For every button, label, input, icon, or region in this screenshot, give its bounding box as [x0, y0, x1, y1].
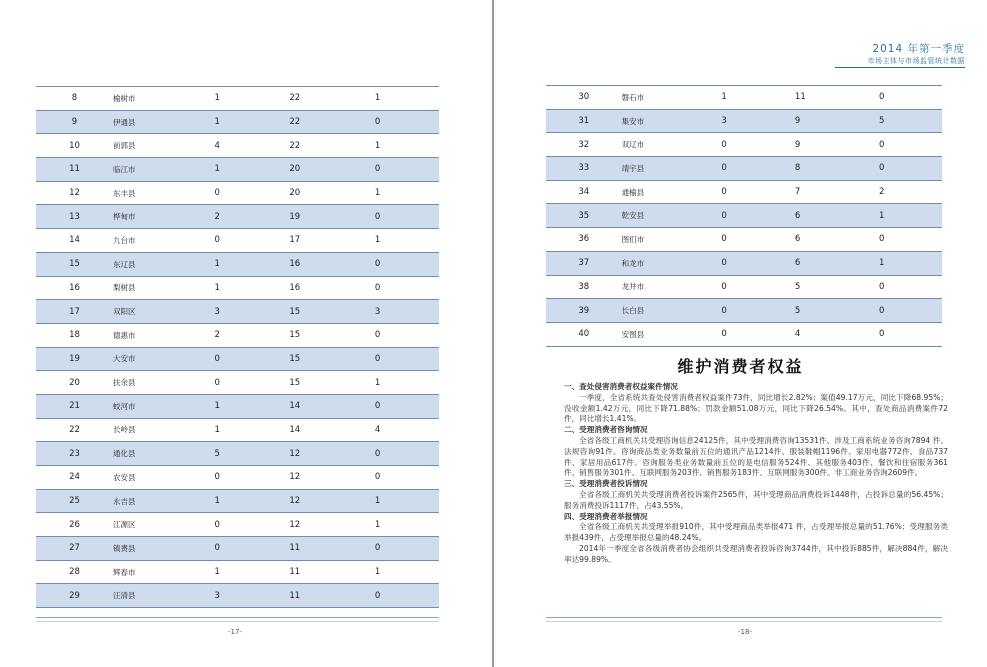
value-col-3: 5	[879, 109, 942, 133]
value-col-3: 0	[375, 323, 439, 347]
table-row	[36, 466, 439, 490]
row-number: 10	[36, 134, 113, 158]
value-col-2: 22	[289, 134, 375, 158]
value-col-2: 12	[289, 442, 375, 466]
region-name: 双阳区	[113, 300, 215, 324]
value-col-2: 6	[795, 228, 879, 252]
value-col-2: 11	[289, 537, 375, 561]
value-col-2: 17	[289, 229, 375, 253]
value-col-3: 0	[879, 133, 942, 157]
value-col-3: 1	[375, 560, 439, 584]
row-number: 35	[546, 204, 622, 228]
value-col-1: 0	[721, 251, 795, 275]
section-paragraph: 全省各级工商机关共受理咨询信息24125件，其中受理消费咨询13531件、涉及工商系统业务咨询7894 件、法规咨询91件。咨询商品类业务数量前五位的通讯产品1214件、服装鞋帽1196件、家用电器772件、食品737件、家居用品617件。咨询服务类业务数量前五位的是电信服务524件、其他服务403件、餐饮和住宿服务361件、销售服务301件、互联网服务203件、销售服务183件、互联网服务300件。非工商业务咨询2609件。	[564, 435, 948, 478]
left-footer-rule-secondary	[36, 621, 439, 622]
value-col-1: 0	[215, 229, 290, 253]
region-name: 集安市	[622, 109, 722, 133]
value-col-2: 22	[289, 87, 375, 111]
table-row	[36, 537, 439, 561]
left-page-number: -17-	[228, 628, 242, 636]
table-row	[546, 133, 942, 157]
table-row	[546, 322, 942, 346]
row-number: 31	[546, 109, 622, 133]
region-name: 扶余县	[113, 371, 215, 395]
table-row	[546, 251, 942, 275]
section-heading: 四、受理消费者举报情况	[564, 511, 648, 521]
value-col-3: 1	[375, 181, 439, 205]
section-heading: 一、查处侵害消费者权益案件情况	[564, 382, 678, 391]
row-number: 36	[546, 228, 622, 252]
row-number: 20	[36, 371, 113, 395]
value-col-2: 14	[289, 418, 375, 442]
value-col-2: 9	[795, 133, 879, 157]
value-col-3: 1	[375, 489, 439, 513]
table-row	[36, 323, 439, 347]
value-col-2: 6	[795, 251, 879, 275]
value-col-3: 0	[375, 394, 439, 418]
header-subtitle: 市场主体与市场监管统计数据	[867, 57, 965, 65]
row-number: 18	[36, 323, 113, 347]
section-paragraph: 2014年一季度全省各级消费者协会组织共受理消费者投诉咨询3744件，其中投诉885件，解决884件，解决率达99.89%。	[564, 543, 948, 564]
table-row	[36, 229, 439, 253]
region-name: 靖宇县	[622, 157, 722, 181]
row-number: 13	[36, 205, 113, 229]
value-col-1: 1	[215, 110, 290, 134]
table-row	[36, 252, 439, 276]
value-col-3: 1	[375, 371, 439, 395]
value-col-2: 12	[289, 466, 375, 490]
row-number: 37	[546, 251, 622, 275]
value-col-1: 1	[215, 489, 290, 513]
value-col-3: 0	[375, 158, 439, 182]
value-col-3: 0	[375, 276, 439, 300]
row-number: 17	[36, 300, 113, 324]
row-number: 30	[546, 86, 622, 110]
value-col-3: 1	[375, 87, 439, 111]
region-name: 临江市	[113, 158, 215, 182]
row-number: 22	[36, 418, 113, 442]
region-name: 德惠市	[113, 323, 215, 347]
table-row	[36, 489, 439, 513]
value-col-2: 11	[289, 560, 375, 584]
value-col-2: 16	[289, 276, 375, 300]
value-col-1: 0	[721, 228, 795, 252]
value-col-3: 2	[879, 180, 942, 204]
value-col-2: 4	[795, 322, 879, 346]
value-col-1: 3	[215, 300, 290, 324]
row-number: 24	[36, 466, 113, 490]
row-number: 9	[36, 110, 113, 134]
region-name: 磐石市	[622, 86, 722, 110]
value-col-2: 7	[795, 180, 879, 204]
value-col-1: 1	[215, 560, 290, 584]
row-number: 16	[36, 276, 113, 300]
region-name: 九台市	[113, 229, 215, 253]
region-name: 通榆县	[622, 180, 722, 204]
value-col-1: 1	[215, 418, 290, 442]
value-col-2: 15	[289, 371, 375, 395]
row-number: 12	[36, 181, 113, 205]
region-name: 梨树县	[113, 276, 215, 300]
value-col-3: 1	[375, 229, 439, 253]
table-row	[36, 276, 439, 300]
value-col-3: 3	[375, 300, 439, 324]
row-number: 19	[36, 347, 113, 371]
value-col-2: 8	[795, 157, 879, 181]
row-number: 40	[546, 322, 622, 346]
value-col-2: 9	[795, 109, 879, 133]
value-col-1: 0	[215, 537, 290, 561]
value-col-1: 0	[215, 466, 290, 490]
right-page-number: -18-	[738, 628, 752, 636]
value-col-1: 2	[215, 323, 290, 347]
table-row	[546, 157, 942, 181]
value-col-2: 22	[289, 110, 375, 134]
value-col-3: 0	[879, 157, 942, 181]
table-row	[36, 371, 439, 395]
row-number: 8	[36, 87, 113, 111]
region-name: 汪清县	[113, 584, 215, 608]
left-table-body	[36, 87, 439, 608]
table-row	[546, 180, 942, 204]
region-name: 前郭县	[113, 134, 215, 158]
value-col-1: 1	[215, 252, 290, 276]
value-col-1: 0	[721, 275, 795, 299]
value-col-2: 15	[289, 300, 375, 324]
value-col-3: 0	[375, 110, 439, 134]
section-paragraph: 全省各级工商机关共受理消费者投诉案件2565件，其中受理商品消费投诉1448件，占投诉总量的56.45%；服务消费投诉1117件，占43.55%。	[564, 489, 948, 510]
table-row	[36, 584, 439, 608]
value-col-3: 1	[879, 204, 942, 228]
value-col-3: 1	[375, 513, 439, 537]
table-row	[546, 228, 942, 252]
right-data-table	[546, 85, 942, 347]
value-col-1: 3	[215, 584, 290, 608]
section-heading: 三、受理消费者投诉情况	[564, 479, 648, 489]
value-col-3: 0	[375, 442, 439, 466]
value-col-2: 5	[795, 299, 879, 323]
region-name: 永吉县	[113, 489, 215, 513]
value-col-1: 1	[215, 276, 290, 300]
table-row	[546, 275, 942, 299]
value-col-1: 1	[721, 86, 795, 110]
row-number: 29	[36, 584, 113, 608]
value-col-2: 14	[289, 394, 375, 418]
right-footer-rule	[546, 617, 942, 618]
right-footer-rule-secondary	[546, 621, 942, 622]
table-row	[36, 205, 439, 229]
region-name: 安图县	[622, 322, 722, 346]
header-title: 2014 年第一季度	[872, 43, 965, 55]
region-name: 东丰县	[113, 181, 215, 205]
value-col-2: 12	[289, 489, 375, 513]
table-row	[546, 86, 942, 110]
value-col-3: 0	[375, 205, 439, 229]
table-row	[36, 87, 439, 111]
table-row	[546, 204, 942, 228]
value-col-2: 11	[795, 86, 879, 110]
region-name: 长岭县	[113, 418, 215, 442]
table-row	[36, 181, 439, 205]
value-col-1: 3	[721, 109, 795, 133]
value-col-2: 11	[289, 584, 375, 608]
value-col-2: 16	[289, 252, 375, 276]
row-number: 33	[546, 157, 622, 181]
value-col-1: 1	[215, 158, 290, 182]
row-number: 11	[36, 158, 113, 182]
table-row	[36, 300, 439, 324]
region-name: 龙井市	[622, 275, 722, 299]
region-name: 榆树市	[113, 87, 215, 111]
value-col-3: 0	[879, 322, 942, 346]
value-col-2: 15	[289, 347, 375, 371]
value-col-1: 0	[215, 181, 290, 205]
value-col-1: 0	[215, 371, 290, 395]
table-row	[36, 158, 439, 182]
region-name: 大安市	[113, 347, 215, 371]
value-col-3: 4	[375, 418, 439, 442]
table-row	[36, 110, 439, 134]
region-name: 东辽县	[113, 252, 215, 276]
row-number: 27	[36, 537, 113, 561]
table-row	[36, 442, 439, 466]
value-col-2: 15	[289, 323, 375, 347]
section-heading: 二、受理消费者咨询情况	[564, 425, 648, 435]
right-page	[494, 0, 987, 667]
left-data-table	[36, 86, 439, 608]
table-row	[546, 109, 942, 133]
value-col-3: 1	[879, 251, 942, 275]
value-col-1: 4	[215, 134, 290, 158]
row-number: 34	[546, 180, 622, 204]
row-number: 38	[546, 275, 622, 299]
value-col-2: 19	[289, 205, 375, 229]
section-body	[564, 382, 948, 566]
table-row	[36, 134, 439, 158]
value-col-1: 2	[215, 205, 290, 229]
row-number: 32	[546, 133, 622, 157]
value-col-2: 6	[795, 204, 879, 228]
value-col-1: 1	[215, 87, 290, 111]
value-col-1: 0	[215, 347, 290, 371]
table-row	[36, 560, 439, 584]
row-number: 26	[36, 513, 113, 537]
value-col-1: 0	[721, 133, 795, 157]
value-col-1: 0	[721, 299, 795, 323]
table-row	[546, 299, 942, 323]
row-number: 39	[546, 299, 622, 323]
region-name: 和龙市	[622, 251, 722, 275]
value-col-3: 0	[375, 347, 439, 371]
row-number: 25	[36, 489, 113, 513]
left-footer-rule	[36, 617, 439, 618]
region-name: 伊通县	[113, 110, 215, 134]
value-col-1: 0	[721, 322, 795, 346]
value-col-3: 0	[375, 537, 439, 561]
row-number: 23	[36, 442, 113, 466]
region-name: 通化县	[113, 442, 215, 466]
value-col-1: 1	[215, 394, 290, 418]
value-col-3: 0	[879, 228, 942, 252]
row-number: 15	[36, 252, 113, 276]
region-name: 江源区	[113, 513, 215, 537]
region-name: 镇赉县	[113, 537, 215, 561]
value-col-3: 0	[879, 299, 942, 323]
region-name: 辉春市	[113, 560, 215, 584]
header-rule	[835, 67, 965, 68]
value-col-3: 0	[375, 584, 439, 608]
value-col-1: 0	[721, 204, 795, 228]
region-name: 农安县	[113, 466, 215, 490]
region-name: 乾安县	[622, 204, 722, 228]
table-row	[36, 347, 439, 371]
value-col-1: 5	[215, 442, 290, 466]
table-row	[36, 394, 439, 418]
value-col-3: 0	[375, 466, 439, 490]
region-name: 蛟河市	[113, 394, 215, 418]
region-name: 双辽市	[622, 133, 722, 157]
value-col-3: 1	[375, 134, 439, 158]
value-col-3: 0	[879, 275, 942, 299]
table-row	[36, 418, 439, 442]
value-col-3: 0	[879, 86, 942, 110]
right-table-body	[546, 86, 942, 347]
value-col-2: 20	[289, 181, 375, 205]
row-number: 14	[36, 229, 113, 253]
section-paragraph: 一季度，全省系统共查处侵害消费者权益案件73件，同比增长2.82%；案值49.17万元，同比下降68.95%；没收金额1.42万元，同比下降71.88%；罚款金额51.08万元，同比下降26.54%。其中，查处商品消费案件72件，同比增长1.41%。	[564, 392, 948, 424]
value-col-3: 0	[375, 252, 439, 276]
row-number: 21	[36, 394, 113, 418]
value-col-1: 0	[721, 180, 795, 204]
value-col-2: 5	[795, 275, 879, 299]
value-col-1: 0	[215, 513, 290, 537]
left-page	[0, 0, 493, 667]
region-name: 桦甸市	[113, 205, 215, 229]
row-number: 28	[36, 560, 113, 584]
section-title: 维护消费者权益	[677, 357, 804, 376]
region-name: 长白县	[622, 299, 722, 323]
value-col-2: 20	[289, 158, 375, 182]
value-col-2: 12	[289, 513, 375, 537]
section-paragraph: 全省各级工商机关共受理举报910件，其中受理商品类举报471 件，占受理举报总量的51.76%；受理服务类举报439件，占受理举报总量的48.24%。	[564, 522, 948, 543]
table-row	[36, 513, 439, 537]
region-name: 图们市	[622, 228, 722, 252]
value-col-1: 0	[721, 157, 795, 181]
